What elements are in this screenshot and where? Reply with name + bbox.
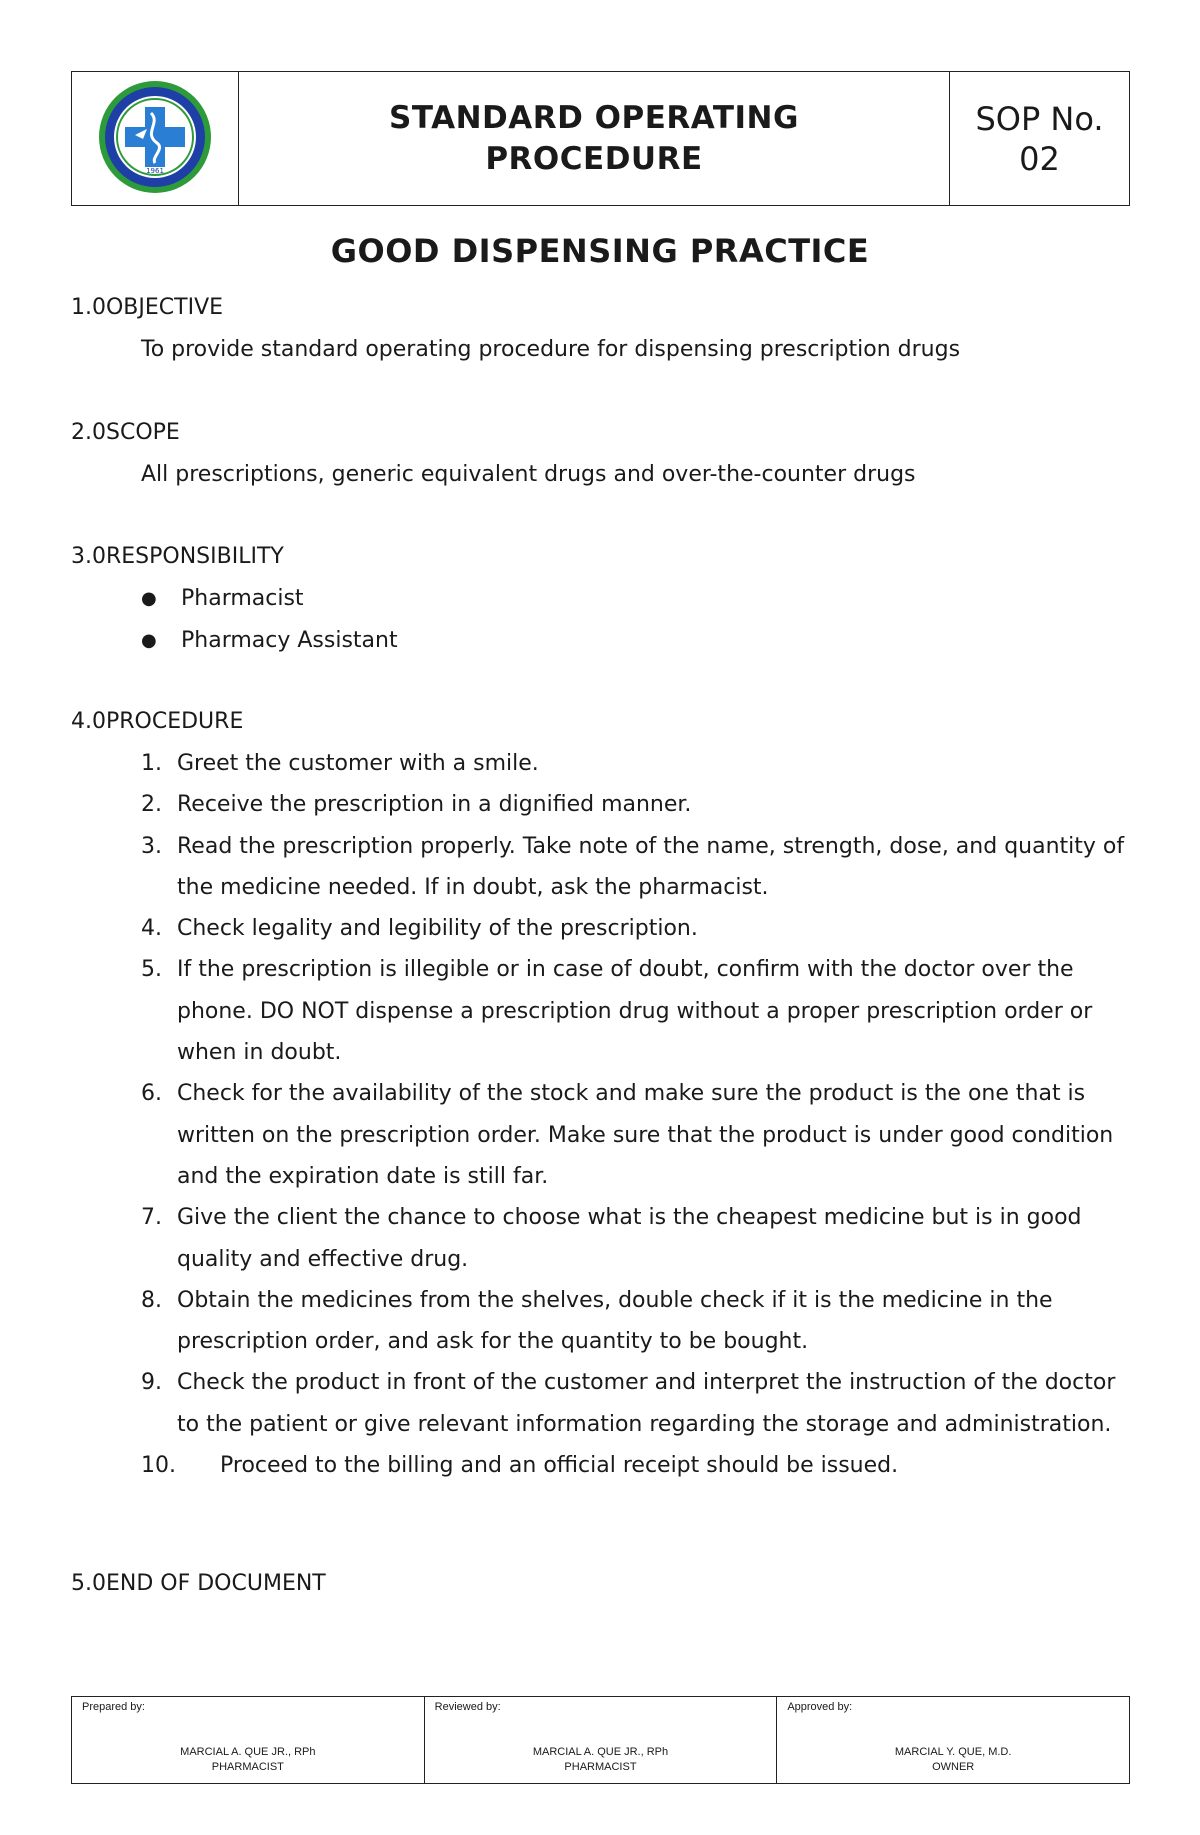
reviewed-by-cell — [424, 1697, 777, 1784]
responsibility-list — [141, 578, 398, 662]
approved-by-cell — [777, 1697, 1130, 1784]
svg-text:1961: 1961 — [146, 166, 164, 175]
approved-by-name: MARCIAL Y. QUE, M.D. — [894, 1746, 1012, 1758]
procedure-step: 9. Check the product in front of the customer and interpret the instruction of the doctor to the patient or give relevant information regarding the storage and administration. — [141, 1370, 1116, 1437]
end-heading: 5.0END OF DOCUMENT — [71, 1571, 326, 1596]
header-title-line2: PROCEDURE — [485, 140, 703, 177]
sop-number: 02 — [1019, 139, 1060, 178]
reviewed-by-name: MARCIAL A. QUE JR., RPh — [532, 1746, 669, 1758]
objective-heading: 1.0OBJECTIVE — [71, 295, 224, 320]
reviewed-by-role: PHARMACIST — [564, 1761, 637, 1773]
prepared-by-role: PHARMACIST — [211, 1761, 284, 1773]
scope-text: All prescriptions, generic equivalent drugs and over-the-counter drugs — [141, 462, 916, 487]
procedure-step: 6. Check for the availability of the stock and make sure the product is the one that is written on the prescription order. Make sure that the product is under good condition and the expiration date is still far. — [141, 1081, 1114, 1189]
prepared-by-cell — [72, 1697, 425, 1784]
sop-number-cell — [950, 72, 1130, 206]
procedure-step: 3. Read the prescription properly. Take note of the name, strength, dose, and quantity of the medicine needed. If in doubt, ask the pharmacist. — [141, 833, 1125, 900]
procedure-step: 10. Proceed to the billing and an official receipt should be issued. — [141, 1453, 899, 1479]
procedure-step: 8. Obtain the medicines from the shelves, double check if it is the medicine in the prescription order, and ask for the quantity to be bought. — [141, 1287, 1053, 1355]
procedure-step: 4. Check legality and legibility of the prescription. — [141, 916, 698, 942]
header-title-cell — [239, 72, 950, 206]
scope-heading: 2.0SCOPE — [71, 420, 180, 445]
approved-by-role: OWNER — [932, 1761, 975, 1773]
signature-table — [71, 1696, 1130, 1784]
procedure-steps — [141, 743, 1131, 1486]
sop-label: SOP No. — [975, 99, 1104, 138]
prepared-by-label: Prepared by: — [82, 1701, 145, 1713]
procedure-step: 5. If the prescription is illegible or in case of doubt, confirm with the doctor over the phone. DO NOT dispense a prescription drug without a proper prescription order or when in doubt. — [141, 957, 1093, 1066]
procedure-heading: 4.0PROCEDURE — [71, 709, 244, 734]
objective-text: To provide standard operating procedure for dispensing prescription drugs — [141, 337, 961, 362]
header-title-line1: STANDARD OPERATING — [389, 99, 799, 136]
procedure-step: 1. Greet the customer with a smile. — [141, 751, 539, 776]
procedure-step: 7. Give the client the chance to choose what is the cheapest medicine but is in good quality and effective drug. — [141, 1205, 1082, 1272]
list-item: ● Pharmacy Assistant — [141, 620, 398, 662]
list-item: ● Pharmacist — [141, 578, 398, 620]
bullet-icon: ● — [141, 588, 157, 609]
document-title: GOOD DISPENSING PRACTICE — [330, 232, 870, 270]
bullet-icon: ● — [141, 630, 157, 651]
prepared-by-name: MARCIAL A. QUE JR., RPh — [180, 1746, 316, 1758]
logo-cell — [72, 72, 239, 206]
header-table — [71, 71, 1130, 206]
procedure-step: 2. Receive the prescription in a dignified manner. — [141, 792, 692, 818]
pharmacy-seal-logo — [95, 77, 215, 197]
reviewed-by-label: Reviewed by: — [434, 1701, 501, 1713]
responsibility-heading: 3.0RESPONSIBILITY — [71, 544, 284, 569]
approved-by-label: Approved by: — [787, 1701, 853, 1713]
